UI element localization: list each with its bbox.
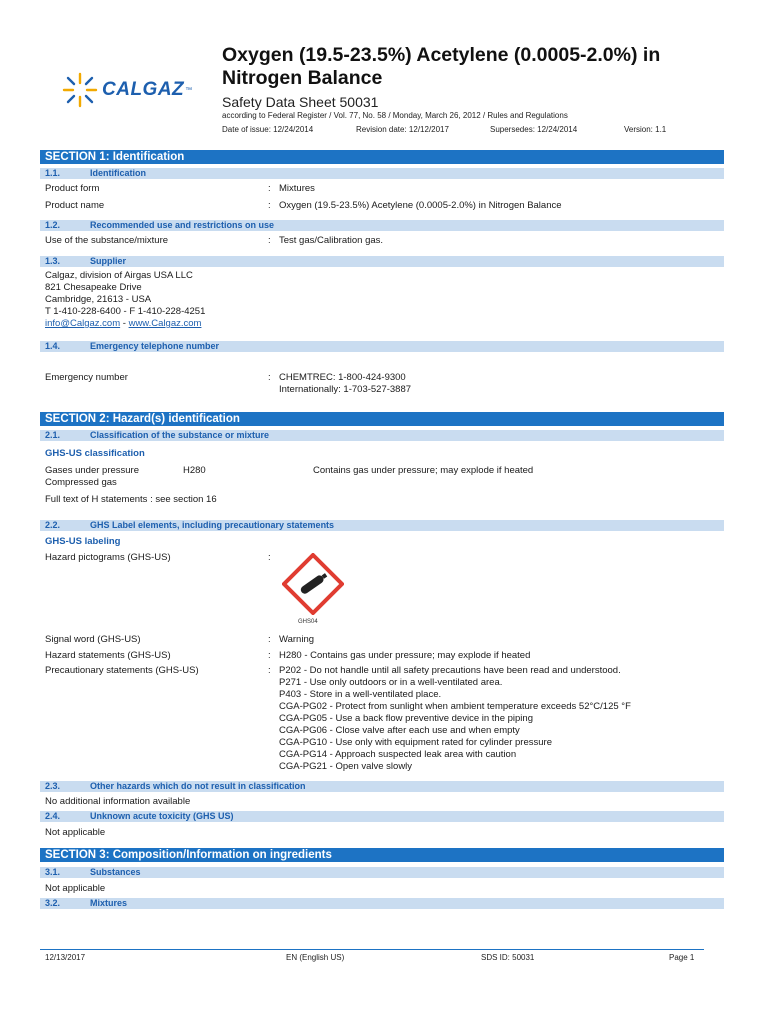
supplier-street: 821 Chesapeake Drive — [45, 282, 142, 293]
acute-toxicity-text: Not applicable — [45, 827, 106, 838]
product-form-value: Mixtures — [279, 183, 315, 194]
subsection-number: 1.3. — [45, 256, 61, 266]
company-logo — [60, 70, 220, 110]
precautionary-statement: P202 - Do not handle until all safety precautions have been read and understood. — [279, 665, 621, 676]
subsection-title: Supplier — [90, 256, 127, 266]
colon: : — [268, 200, 271, 211]
document-subtitle: Safety Data Sheet 50031 — [222, 94, 379, 110]
emergency-label: Emergency number — [45, 372, 128, 383]
colon: : — [268, 634, 271, 645]
precautionary-label: Precautionary statements (GHS-US) — [45, 665, 199, 676]
subsection-title: Substances — [90, 867, 141, 877]
colon: : — [268, 552, 271, 563]
precautionary-statement: CGA-PG02 - Protect from sunlight when ambient temperature exceeds 52°C/125 °F — [279, 701, 631, 712]
supplier-links — [45, 318, 201, 330]
emergency-international: Internationally: 1-703-527-3887 — [279, 384, 412, 395]
regulation-reference: according to Federal Register / Vol. 77, No. 58 / Monday, March 26, 2012 / Rules and Regulations — [222, 111, 568, 120]
footer-page: Page 1 — [669, 953, 695, 962]
subsection-number: 2.4. — [45, 811, 61, 821]
document-title: Oxygen (19.5-23.5%) Acetylene (0.0005-2.0%) in Nitrogen Balance — [222, 44, 661, 89]
version: Version: 1.1 — [624, 125, 667, 134]
colon: : — [268, 665, 271, 676]
colon: : — [268, 183, 271, 194]
subsection-number: 1.4. — [45, 341, 61, 351]
supplier-name: Calgaz, division of Airgas USA LLC — [45, 270, 193, 281]
footer-divider — [40, 949, 704, 950]
subsection-title: Identification — [90, 168, 146, 178]
use-label: Use of the substance/mixture — [45, 235, 169, 246]
other-hazards-text: No additional information available — [45, 796, 191, 807]
section-1-header: SECTION 1: Identification — [40, 150, 724, 164]
subsection-number: 3.2. — [45, 898, 61, 908]
hazard-statements-label: Hazard statements (GHS-US) — [45, 650, 171, 661]
signal-word-label: Signal word (GHS-US) — [45, 634, 141, 645]
subsection-2-4 — [40, 811, 724, 822]
footer-sds-id: SDS ID: 50031 — [481, 953, 535, 962]
gas-cylinder-diamond-icon — [282, 553, 344, 615]
signal-word-value: Warning — [279, 634, 315, 645]
product-name-label: Product name — [45, 200, 105, 211]
subsection-title: Unknown acute toxicity (GHS US) — [90, 811, 234, 821]
subsection-2-2 — [40, 520, 724, 531]
subsection-1-2 — [40, 220, 724, 231]
classification-description: Contains gas under pressure; may explode if heated — [313, 465, 534, 476]
subsection-number: 3.1. — [45, 867, 61, 877]
supplier-city: Cambridge, 21613 - USA — [45, 294, 152, 305]
use-value: Test gas/Calibration gas. — [279, 235, 384, 246]
product-name-value: Oxygen (19.5-23.5%) Acetylene (0.0005-2.0%) in Nitrogen Balance — [279, 200, 562, 211]
logo-wordmark: CALGAZ — [102, 79, 185, 100]
subsection-title: Other hazards which do not result in classification — [90, 781, 306, 791]
subsection-3-1 — [40, 867, 724, 878]
revision-date: Revision date: 12/12/2017 — [356, 125, 449, 134]
date-of-issue: Date of issue: 12/24/2014 — [222, 125, 314, 134]
classification-name: Gases under pressure — [45, 465, 139, 476]
colon: : — [268, 650, 271, 661]
subsection-title: Recommended use and restrictions on use — [90, 220, 275, 230]
supplier-email-link[interactable]: info@Calgaz.com — [45, 318, 121, 329]
subsection-title: Emergency telephone number — [90, 341, 220, 351]
precautionary-statement: CGA-PG05 - Use a back flow preventive device in the piping — [279, 713, 533, 724]
footer-language: EN (English US) — [286, 953, 345, 962]
subsection-3-2 — [40, 898, 724, 909]
subsection-1-3 — [40, 256, 724, 267]
calgaz-star-icon — [60, 70, 100, 110]
subsection-2-1 — [40, 430, 724, 441]
subsection-number: 1.2. — [45, 220, 61, 230]
classification-subtype: Compressed gas — [45, 477, 117, 488]
subsection-number: 1.1. — [45, 168, 61, 178]
precautionary-statement: CGA-PG06 - Close valve after each use and when empty — [279, 725, 520, 736]
subsection-title: Classification of the substance or mixture — [90, 430, 270, 440]
hazard-statements-value: H280 - Contains gas under pressure; may explode if heated — [279, 650, 531, 661]
supplier-website-link[interactable]: www.Calgaz.com — [128, 318, 202, 329]
subsection-number: 2.1. — [45, 430, 61, 440]
classification-code: H280 — [183, 465, 206, 476]
subsection-number: 2.3. — [45, 781, 61, 791]
supersedes: Supersedes: 12/24/2014 — [490, 125, 578, 134]
emergency-number: CHEMTREC: 1-800-424-9300 — [279, 372, 406, 383]
subsection-number: 2.2. — [45, 520, 61, 530]
subsection-title: Mixtures — [90, 898, 128, 908]
substances-text: Not applicable — [45, 883, 106, 894]
pictogram-code: GHS04 — [298, 619, 318, 625]
supplier-phone: T 1-410-228-6400 - F 1-410-228-4251 — [45, 306, 206, 317]
precautionary-statement: CGA-PG21 - Open valve slowly — [279, 761, 413, 772]
footer-date: 12/13/2017 — [45, 953, 86, 962]
precautionary-statement: CGA-PG14 - Approach suspected leak area with caution — [279, 749, 517, 760]
subsection-1-1 — [40, 168, 724, 179]
section-2-header: SECTION 2: Hazard(s) identification — [40, 412, 724, 426]
subsection-2-3 — [40, 781, 724, 792]
precautionary-statement: CGA-PG10 - Use only with equipment rated for cylinder pressure — [279, 737, 552, 748]
supplier-separator: - — [120, 318, 129, 329]
precautionary-statement: P271 - Use only outdoors or in a well-ventilated area. — [279, 677, 503, 688]
product-form-label: Product form — [45, 183, 100, 194]
colon: : — [268, 372, 271, 383]
ghs-classification-heading: GHS-US classification — [45, 448, 145, 459]
section-3-header: SECTION 3: Composition/Information on ingredients — [40, 848, 724, 862]
document-meta — [222, 125, 702, 134]
precautionary-statement: P403 - Store in a well-ventilated place. — [279, 689, 442, 700]
subsection-title: GHS Label elements, including precautionary statements — [90, 520, 335, 530]
logo-trademark: ™ — [185, 86, 193, 94]
colon: : — [268, 235, 271, 246]
ghs-labeling-heading: GHS-US labeling — [45, 536, 121, 547]
pictograms-label: Hazard pictograms (GHS-US) — [45, 552, 171, 563]
full-text-note: Full text of H statements : see section 16 — [45, 494, 217, 505]
subsection-1-4 — [40, 341, 724, 352]
